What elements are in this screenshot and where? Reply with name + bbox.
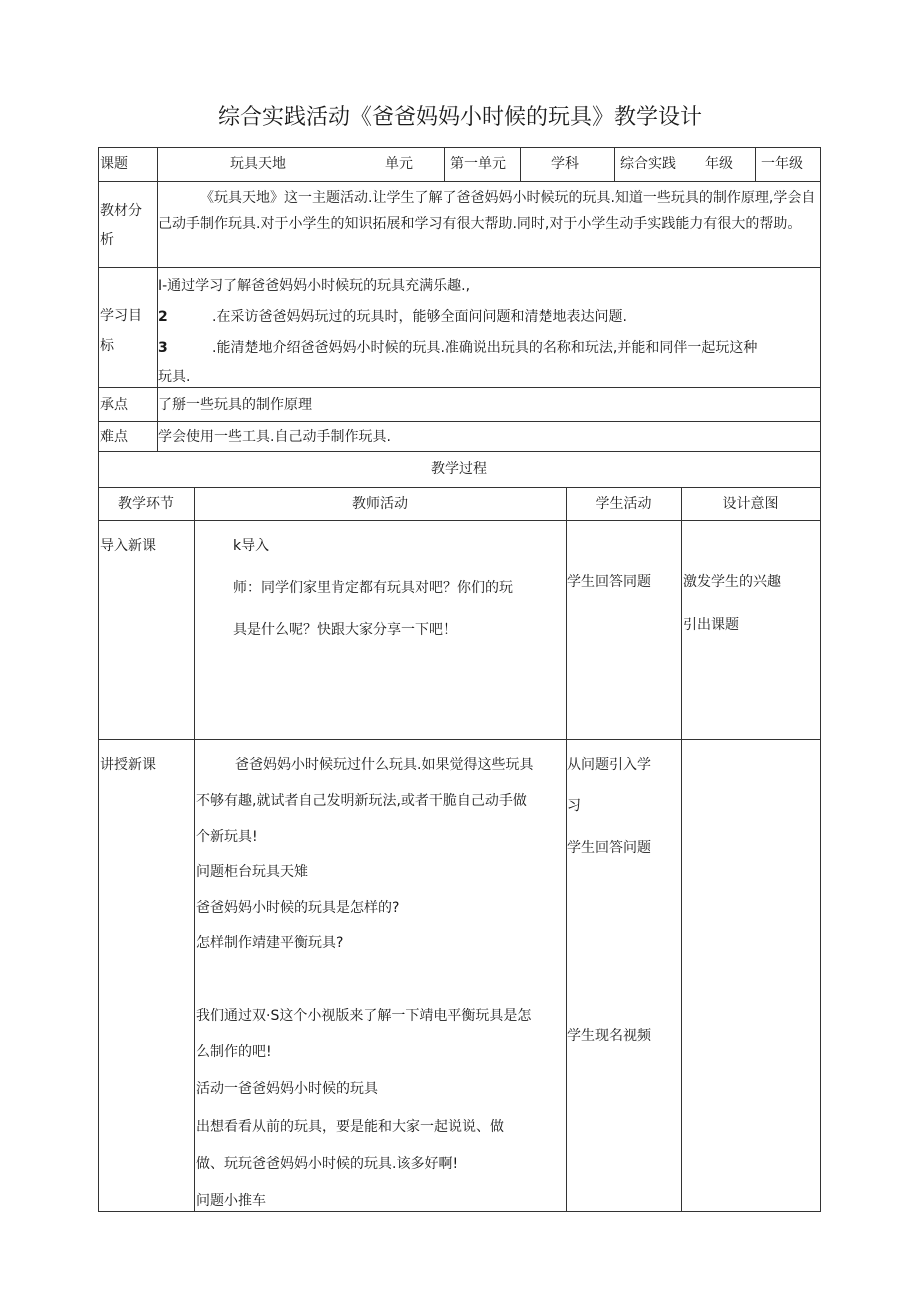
goals-label-cont: 标	[100, 338, 114, 354]
intro-intent-line: 激发学生的兴趣	[683, 574, 781, 590]
table-rule	[614, 147, 615, 181]
table-rule	[194, 487, 195, 1212]
intro-stage: 导入新课	[100, 538, 156, 554]
unit-value: 第一单元	[450, 156, 506, 172]
goal-item-3-text: .能清楚地介绍爸爸妈妈小时候的玩具.准确说出玩具的名称和玩法,并能和同伴一起玩这种	[212, 340, 758, 356]
difficulty-label: 难点	[100, 429, 128, 445]
table-rule	[98, 487, 821, 488]
lecture-teacher-line: 问题柜台玩具天雉	[196, 864, 308, 880]
table-rule	[820, 147, 821, 1212]
analysis-label: 教材分	[100, 203, 142, 219]
lecture-student-line: 学生现名视频	[567, 1028, 651, 1044]
table-rule	[98, 739, 821, 740]
lecture-stage: 讲授新课	[100, 757, 156, 773]
intro-teacher-heading: k导入	[233, 538, 270, 554]
table-rule	[681, 487, 682, 1212]
lecture-teacher-line: 做、玩玩爸爸妈妈小时候的玩具.该多好啊!	[196, 1156, 459, 1172]
lecture-student-line: 从问题引入学	[567, 757, 651, 773]
lecture-teacher-line: 怎样制作靖建平衡玩具?	[196, 935, 344, 951]
key-point-text: 了掰一些玩具的制作原理	[158, 397, 312, 413]
table-rule	[98, 387, 821, 388]
table-rule	[98, 520, 821, 521]
table-rule	[755, 147, 756, 181]
course-value: 玩具天地	[230, 156, 286, 172]
table-rule	[98, 421, 821, 422]
grade-value: 一年级	[761, 156, 803, 172]
table-rule	[98, 267, 821, 268]
grade-label: 年级	[705, 156, 733, 172]
column-teacher: 教师活动	[352, 496, 408, 512]
lecture-teacher-line: 爸爸妈妈小时候玩过什么玩具.如果觉得这些玩具	[235, 757, 534, 773]
lecture-teacher-line: 么制作的吧!	[196, 1044, 272, 1060]
lecture-teacher-line: 不够有趣,就试者自己发明新玩法,或者干脆自己动手做	[196, 793, 527, 809]
goal-item-3-continued: 玩具.	[158, 369, 191, 385]
goal-item-2-text: .在采访爸爸妈妈玩过的玩具时，能够全面问问题和清楚地表达问题.	[212, 309, 627, 325]
goals-label: 学习目	[100, 308, 142, 324]
unit-label: 单元	[385, 156, 413, 172]
document-title: 综合实践活动《爸爸妈妈小时候的玩具》教学设计	[217, 105, 702, 130]
difficulty-text: 学会使用一些工具.自己动手制作玩具.	[158, 429, 391, 445]
course-label: 课题	[100, 156, 128, 172]
lecture-teacher-line: 问题小推车	[196, 1193, 266, 1209]
key-point-label: 承点	[100, 397, 128, 413]
intro-teacher-line: 师：同学们家里肯定都有玩具对吧？你们的玩	[233, 580, 513, 596]
column-stage: 教学环节	[118, 496, 174, 512]
column-intent: 设计意图	[722, 496, 779, 512]
table-rule	[444, 147, 445, 181]
lecture-teacher-line: 活动一爸爸妈妈小时候的玩具	[196, 1081, 378, 1097]
table-rule	[98, 1211, 821, 1212]
analysis-label-cont: 析	[100, 232, 114, 248]
goal-item-3-number: 3	[158, 340, 168, 356]
table-rule	[520, 147, 521, 181]
subject-label: 学科	[551, 156, 579, 172]
process-heading: 教学过程	[431, 461, 487, 477]
goal-item-2-number: 2	[158, 309, 168, 325]
intro-student: 学生回答同题	[567, 574, 651, 590]
table-rule	[98, 147, 821, 148]
table-rule	[98, 147, 99, 1212]
table-rule	[98, 451, 821, 452]
lecture-student-line: 习	[567, 798, 581, 814]
analysis-text: 《玩具天地》这一主题活动.让学生了解了爸爸妈妈小时候玩的玩具.知道一些玩具的制作原理,学会自己动手制作玩具.对于小学生的知识拓展和学习有很大帮助.同时,对于小学生动手实践能力有很大的帮助。	[158, 190, 816, 232]
intro-teacher-line: 具是什么呢？快跟大家分享一下吧！	[233, 622, 457, 638]
lecture-teacher-line: 个新玩具!	[196, 829, 258, 845]
column-student: 学生活动	[595, 496, 652, 512]
lecture-teacher-line: 出想看看从前的玩具，要是能和大家一起说说、做	[196, 1119, 504, 1135]
lecture-teacher-line: 爸爸妈妈小时候的玩具是怎样的?	[196, 900, 400, 916]
lecture-student-line: 学生回答问题	[567, 840, 651, 856]
lecture-teacher-line: 我们通过双·S这个小视版来了解一下靖电平衡玩具是怎	[196, 1008, 532, 1024]
goal-item-1: I-通过学习了解爸爸妈妈小时候玩的玩具充满乐趣.,	[158, 278, 471, 294]
intro-intent-line: 引出课题	[683, 617, 739, 633]
table-rule	[98, 181, 821, 182]
subject-value: 综合实践	[620, 156, 676, 172]
